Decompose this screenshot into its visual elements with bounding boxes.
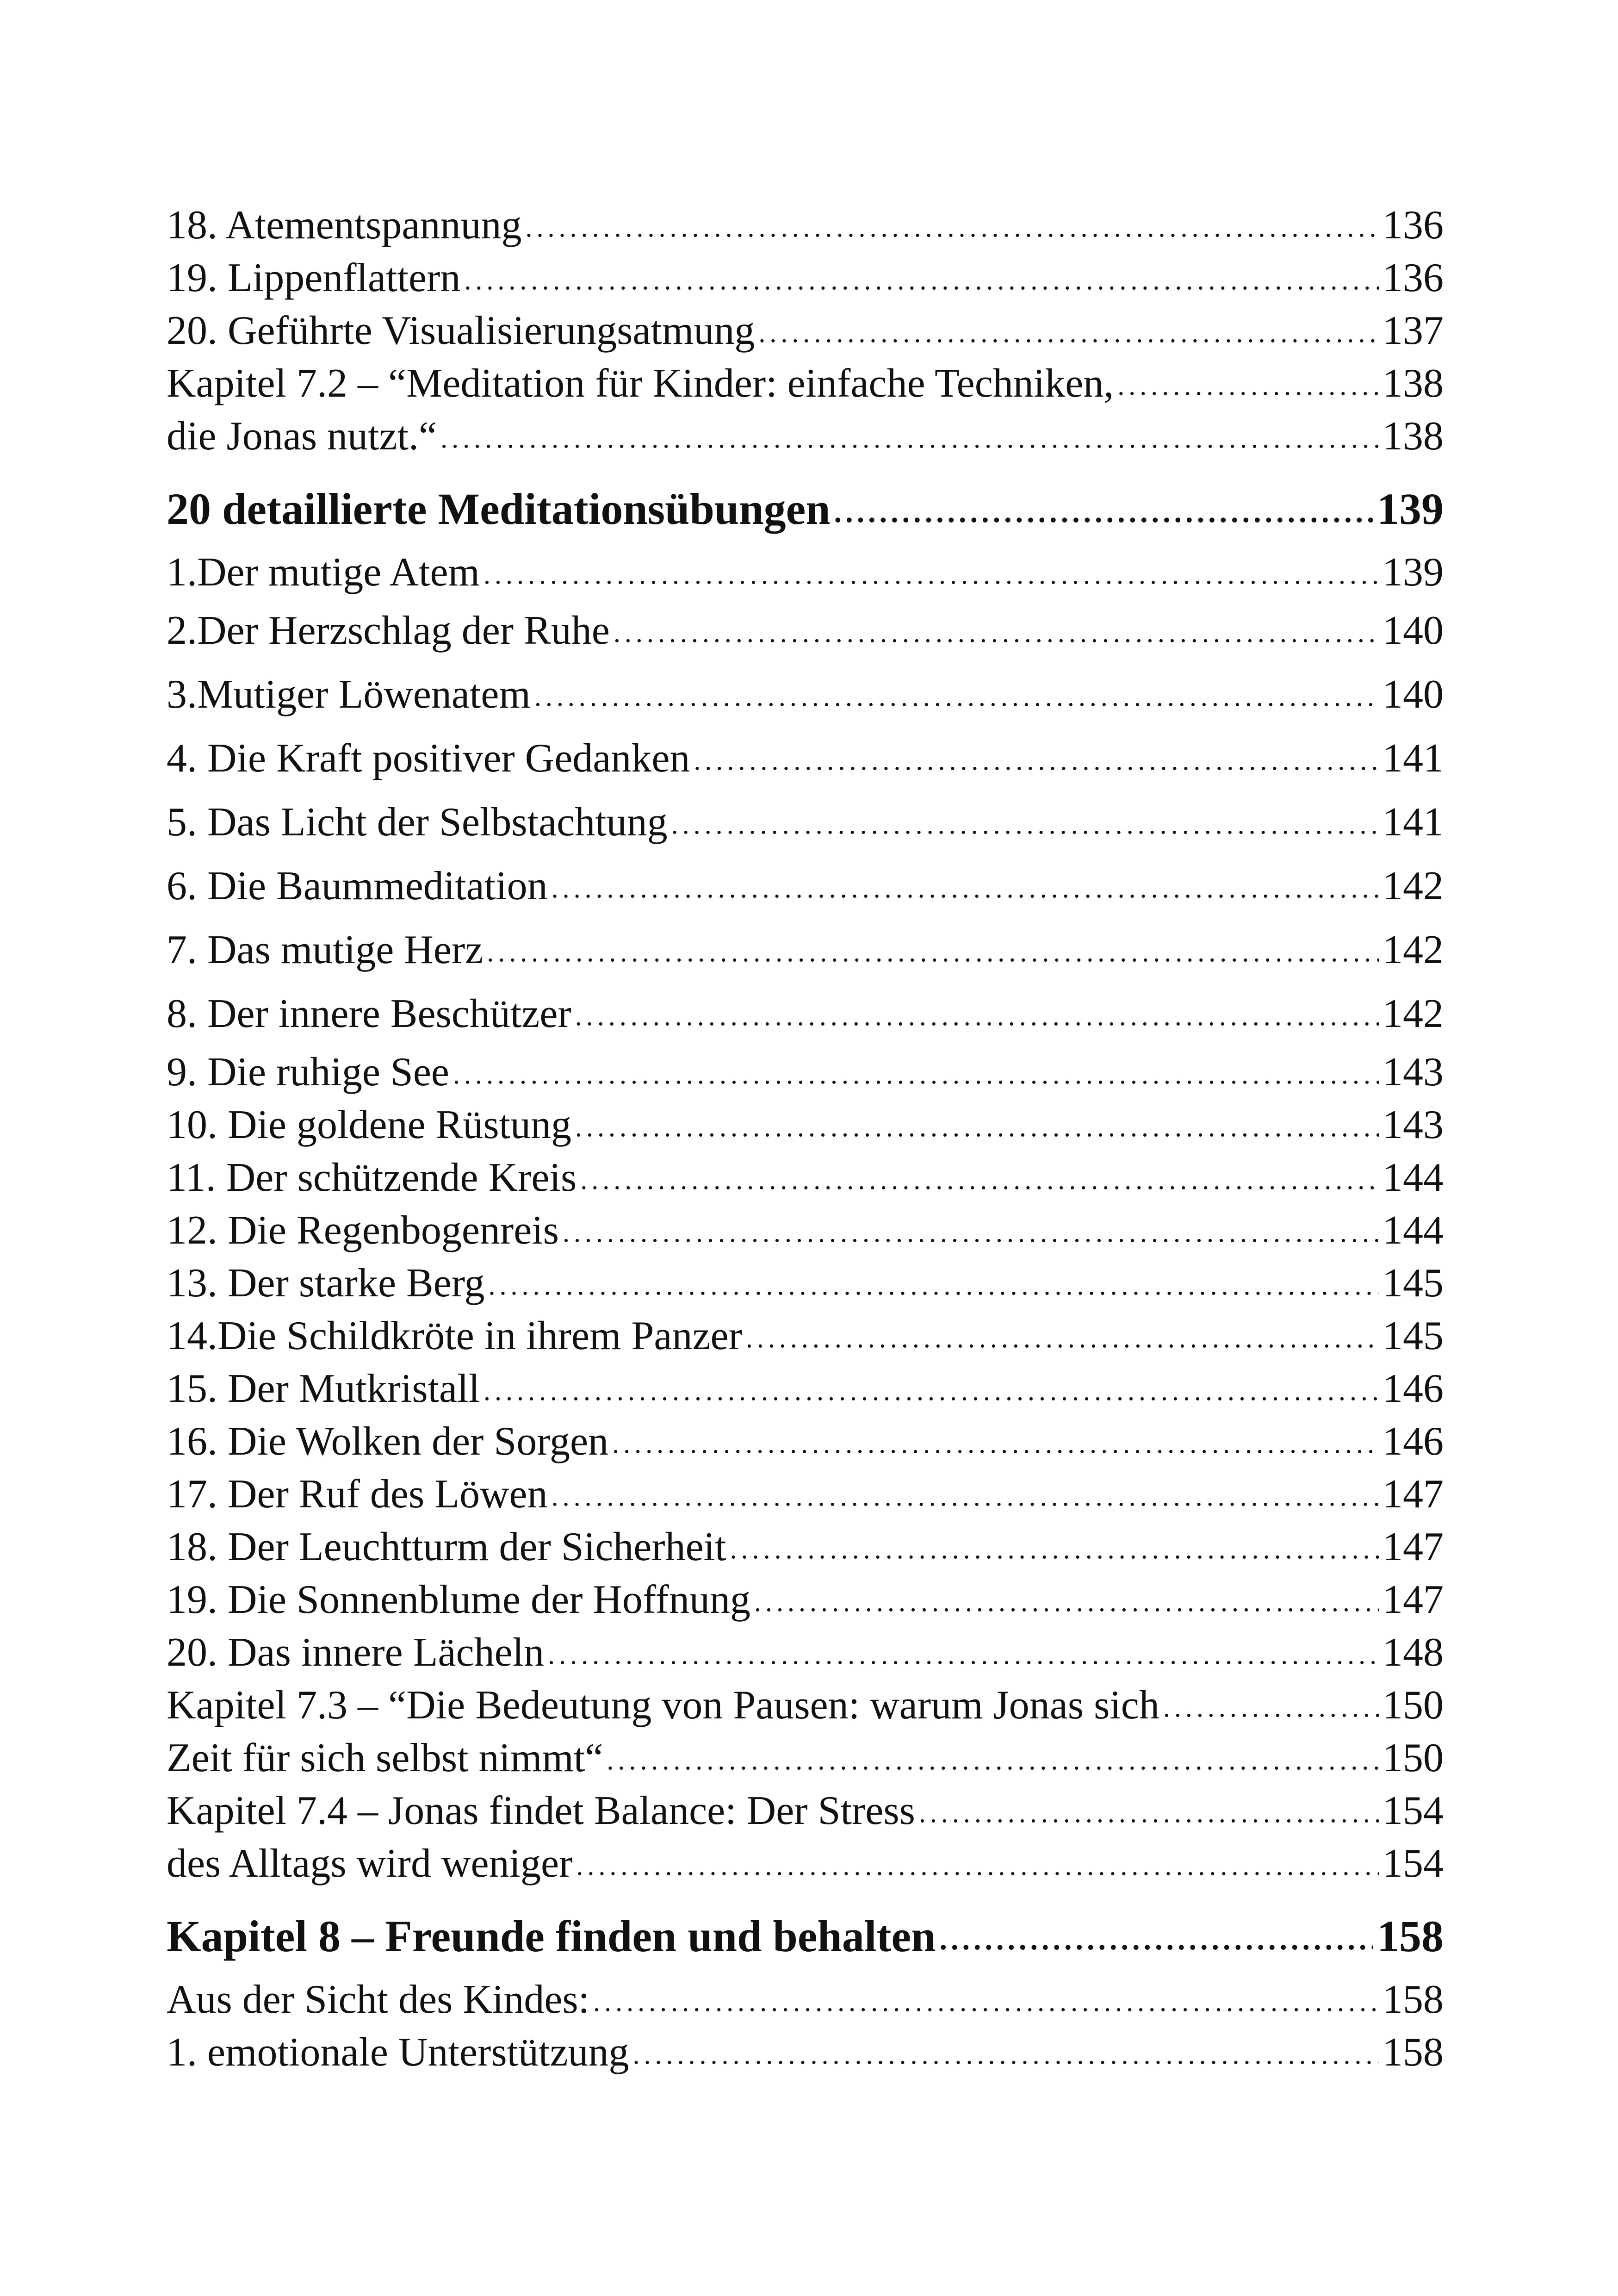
toc-page-number: 139 — [1382, 550, 1444, 595]
toc-page-number: 148 — [1382, 1630, 1444, 1675]
toc-entry-title: 20. Geführte Visualisierungsatmung — [167, 308, 755, 353]
toc-entry-row — [167, 727, 1444, 790]
toc-page-number: 143 — [1382, 1102, 1444, 1147]
toc-entry-row — [167, 357, 1444, 410]
dot-leader — [548, 1624, 1379, 1681]
dot-leader — [525, 197, 1379, 254]
dot-leader — [834, 470, 1373, 549]
dot-leader — [607, 1730, 1379, 1786]
toc-page-number: 136 — [1382, 203, 1444, 248]
toc-page-number: 150 — [1382, 1683, 1444, 1728]
dot-leader — [671, 789, 1379, 856]
toc-entry-row — [167, 1099, 1444, 1151]
toc-page-number: 141 — [1382, 736, 1444, 781]
toc-entry-title: 11. Der schützende Kreis — [167, 1155, 577, 1200]
toc-entry-row — [167, 2026, 1444, 2079]
dot-leader — [754, 1572, 1379, 1628]
toc-page-number: 138 — [1382, 361, 1444, 406]
dot-leader — [758, 303, 1379, 359]
toc-page-number: 158 — [1382, 1977, 1444, 2022]
table-of-contents — [167, 199, 1444, 2079]
toc-entry-row — [167, 1837, 1444, 1890]
toc-page-number: 146 — [1382, 1419, 1444, 1464]
toc-entry-title: 12. Die Regenbogenreis — [167, 1208, 559, 1253]
toc-page-number: 142 — [1382, 864, 1444, 908]
dot-leader — [575, 980, 1379, 1048]
toc-entry-title: 20. Das innere Lächeln — [167, 1630, 545, 1675]
toc-page-number: 147 — [1382, 1524, 1444, 1569]
toc-entry-title: 4. Die Kraft positiver Gedanken — [167, 736, 690, 781]
toc-entry-title: 9. Die ruhige See — [167, 1050, 449, 1095]
toc-page-number: 136 — [1382, 255, 1444, 300]
toc-page-number: 154 — [1382, 1841, 1444, 1886]
toc-page-number: 158 — [1382, 2030, 1444, 2075]
toc-entry-title: 1.Der mutige Atem — [167, 550, 480, 595]
toc-entry-row — [167, 663, 1444, 727]
toc-page-number: 146 — [1382, 1366, 1444, 1411]
dot-leader — [633, 2024, 1379, 2081]
toc-entry-title: 2.Der Herzschlag der Ruhe — [167, 608, 610, 653]
dot-leader — [487, 916, 1379, 984]
dot-leader — [563, 1202, 1379, 1259]
toc-entry-title: Kapitel 7.3 – “Die Bedeutung von Pausen: warum Jonas sich — [167, 1683, 1159, 1728]
dot-leader — [440, 408, 1379, 465]
toc-entry-title: Zeit für sich selbst nimmt“ — [167, 1736, 603, 1780]
toc-entry-row — [167, 410, 1444, 463]
dot-leader — [593, 1972, 1379, 2028]
toc-entry-row — [167, 1732, 1444, 1785]
toc-entry-title: Aus der Sicht des Kindes: — [167, 1977, 590, 2022]
dot-leader — [580, 1150, 1379, 1206]
toc-page-number: 142 — [1382, 927, 1444, 972]
dot-leader — [614, 597, 1379, 665]
dot-leader — [694, 725, 1379, 792]
toc-page-number: 137 — [1382, 308, 1444, 353]
toc-entry-row — [167, 1363, 1444, 1415]
toc-page-number: 140 — [1382, 672, 1444, 717]
toc-entry-row — [167, 1679, 1444, 1732]
toc-entry-row — [167, 1415, 1444, 1468]
dot-leader — [489, 1255, 1379, 1312]
toc-entry-row — [167, 1468, 1444, 1521]
toc-entry-title: 13. Der starke Berg — [167, 1261, 485, 1306]
dot-leader — [464, 250, 1379, 306]
toc-entry-title: 19. Die Sonnenblume der Hoffnung — [167, 1577, 750, 1622]
dot-leader — [730, 1519, 1379, 1575]
toc-entry-row — [167, 1204, 1444, 1257]
toc-entry-title: 16. Die Wolken der Sorgen — [167, 1419, 609, 1464]
toc-entry-title: 10. Die goldene Rüstung — [167, 1102, 572, 1147]
toc-entry-title: die Jonas nutzt.“ — [167, 414, 437, 459]
dot-leader — [1163, 1677, 1379, 1734]
toc-entry-row — [167, 199, 1444, 252]
toc-entry-row — [167, 918, 1444, 982]
toc-page-number: 143 — [1382, 1050, 1444, 1095]
toc-page-number: 147 — [1382, 1577, 1444, 1622]
toc-entry-title: Kapitel 8 – Freunde finden und behalten — [167, 1911, 936, 1961]
toc-page-number: 140 — [1382, 608, 1444, 653]
toc-entry-row — [167, 1310, 1444, 1363]
toc-entry-row — [167, 790, 1444, 854]
toc-entry-title: 15. Der Mutkristall — [167, 1366, 480, 1411]
toc-entry-row — [167, 305, 1444, 357]
toc-entry-title: 7. Das mutige Herz — [167, 927, 484, 972]
dot-leader — [552, 852, 1379, 920]
toc-page-number: 144 — [1382, 1155, 1444, 1200]
toc-entry-row — [167, 599, 1444, 663]
toc-entry-row — [167, 1973, 1444, 2026]
toc-entry-title: des Alltags wird weniger — [167, 1841, 573, 1886]
dot-leader — [575, 1097, 1379, 1153]
dot-leader — [576, 1836, 1379, 1892]
toc-entry-title: 5. Das Licht der Selbstachtung — [167, 800, 668, 845]
toc-heading-row — [167, 1890, 1444, 1973]
toc-entry-row — [167, 546, 1444, 599]
toc-page-number: 158 — [1377, 1911, 1444, 1961]
toc-page-number: 142 — [1382, 991, 1444, 1036]
toc-entry-title: 6. Die Baummeditation — [167, 864, 548, 908]
dot-leader — [484, 1361, 1379, 1417]
dot-leader — [746, 1308, 1379, 1364]
toc-entry-row — [167, 1574, 1444, 1626]
toc-page-number: 138 — [1382, 414, 1444, 459]
toc-entry-title: 18. Der Leuchtturm der Sicherheit — [167, 1524, 726, 1569]
toc-entry-title: 1. emotionale Unterstützung — [167, 2030, 629, 2075]
toc-entry-title: 20 detaillierte Meditationsübungen — [167, 484, 831, 534]
toc-page-number: 139 — [1377, 484, 1444, 534]
dot-leader — [1117, 355, 1379, 412]
toc-page-number: 147 — [1382, 1472, 1444, 1517]
toc-entry-row — [167, 1785, 1444, 1837]
dot-leader — [484, 544, 1379, 601]
toc-page-number: 150 — [1382, 1736, 1444, 1780]
toc-entry-title: 3.Mutiger Löwenatem — [167, 672, 531, 717]
toc-entry-title: 8. Der innere Beschützer — [167, 991, 571, 1036]
toc-page-number: 145 — [1382, 1261, 1444, 1306]
dot-leader — [940, 1898, 1373, 1977]
toc-entry-row — [167, 1257, 1444, 1310]
dot-leader — [612, 1413, 1379, 1470]
toc-entry-row — [167, 854, 1444, 918]
toc-entry-title: Kapitel 7.4 – Jonas findet Balance: Der Stress — [167, 1788, 915, 1833]
dot-leader — [534, 661, 1379, 728]
toc-entry-title: 18. Atementspannung — [167, 203, 522, 248]
toc-entry-row — [167, 1046, 1444, 1099]
toc-page-number: 154 — [1382, 1788, 1444, 1833]
toc-entry-row — [167, 1151, 1444, 1204]
toc-entry-row — [167, 1521, 1444, 1574]
toc-page-number: 141 — [1382, 800, 1444, 845]
toc-page-number: 144 — [1382, 1208, 1444, 1253]
toc-entry-title: 19. Lippenflattern — [167, 255, 461, 300]
toc-entry-row — [167, 1626, 1444, 1679]
dot-leader — [919, 1783, 1379, 1839]
toc-entry-row — [167, 252, 1444, 305]
dot-leader — [453, 1044, 1379, 1101]
toc-page-number: 145 — [1382, 1313, 1444, 1358]
toc-entry-title: 14.Die Schildkröte in ihrem Panzer — [167, 1313, 742, 1358]
toc-entry-title: Kapitel 7.2 – “Meditation für Kinder: einfache Techniken, — [167, 361, 1114, 406]
dot-leader — [552, 1466, 1379, 1523]
toc-heading-row — [167, 463, 1444, 546]
toc-entry-row — [167, 982, 1444, 1046]
toc-entry-title: 17. Der Ruf des Löwen — [167, 1472, 548, 1517]
